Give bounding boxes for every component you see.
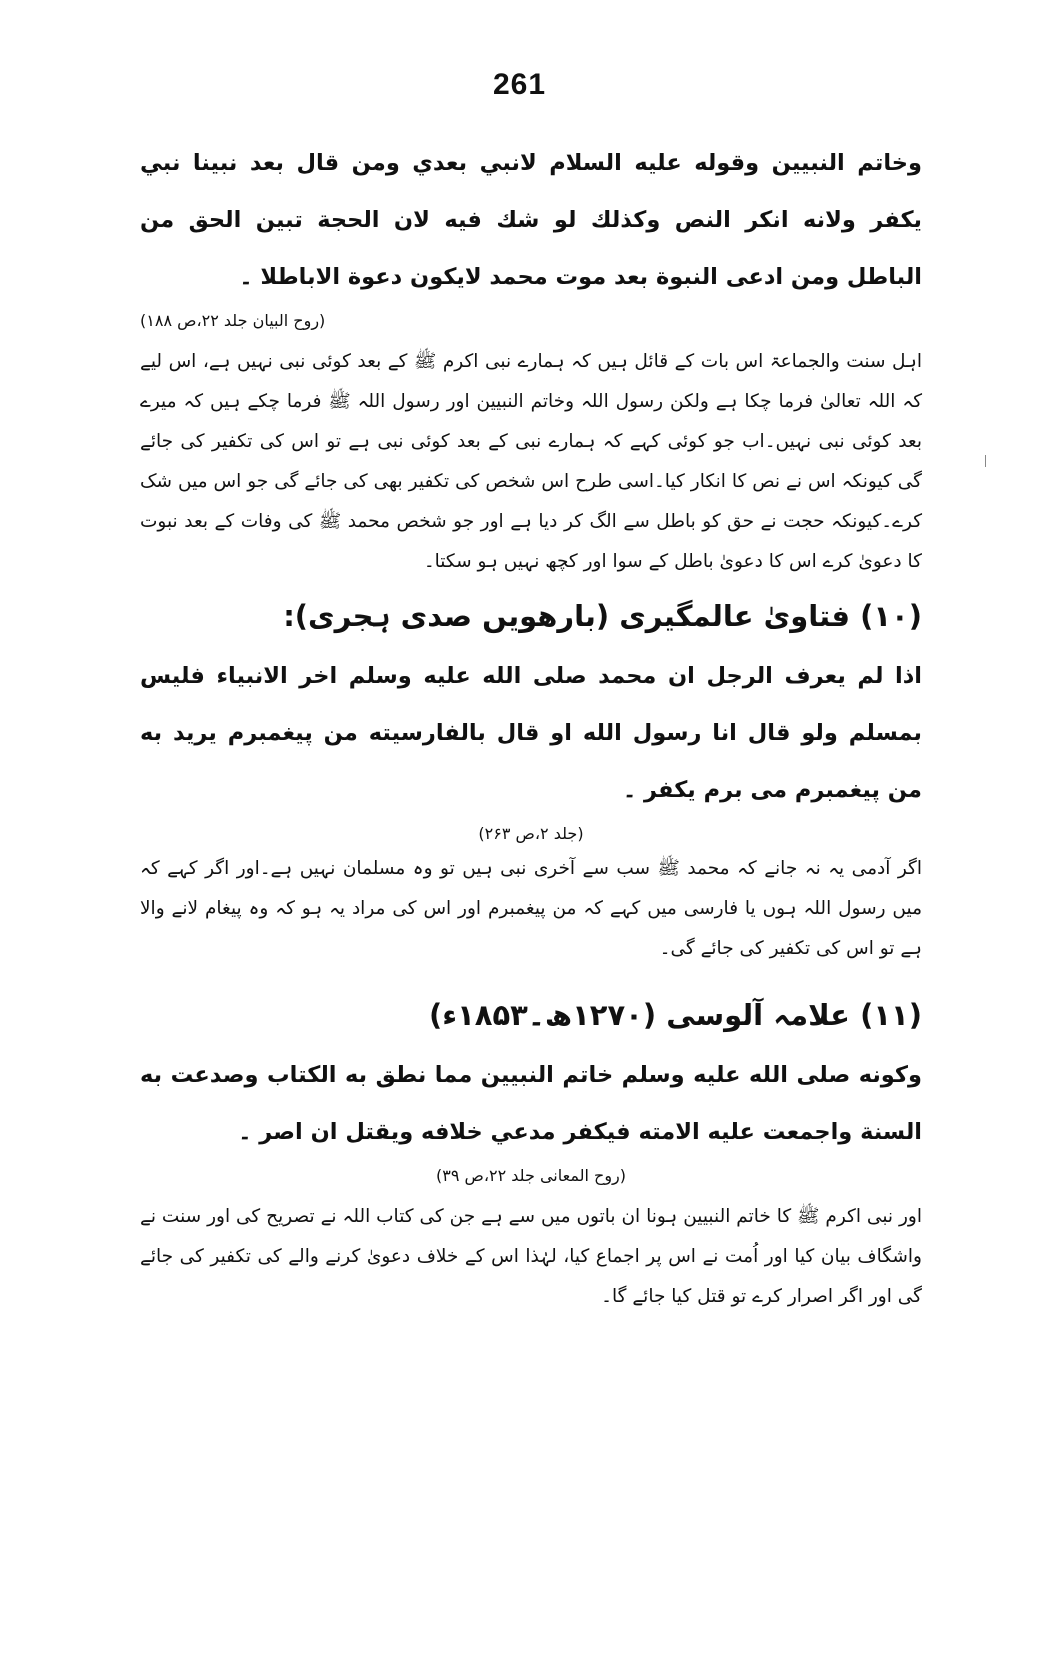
urdu-translation-3: اور نبی اکرم ﷺ کا خاتم النبیین ہونا ان باتوں میں سے ہے جن کی کتاب اللہ نے تصریح کی اور سنت نے واشگاف بیان کیا اور اُمت نے اس پر اجماع کیا، لہٰذا اس کے خلاف دعویٰ کرنے والے کی تکفیر کی جائے گی اور اگر اصرار کرے تو قتل کیا جائے گا۔ xyxy=(140,1206,922,1307)
urdu-translation-2: اگر آدمی یہ نہ جانے کہ محمد ﷺ سب سے آخری نبی ہیں تو وہ مسلمان نہیں ہے۔اور اگر کہے کہ میں رسول اللہ ہوں یا فارسی میں کہے کہ من پیغمبرم اور اس کی مراد یہ ہو کہ وہ پیغام لانے والا ہے تو اس کی تکفیر کی جائے گی۔ xyxy=(140,858,922,959)
section-heading-11: (۱۱) علامہ آلوسی (۱۲۷۰ھ۔۱۸۵۳ء) xyxy=(428,998,922,1032)
urdu-translation-1: اہل سنت والجماعۃ اس بات کے قائل ہیں کہ ہمارے نبی اکرم ﷺ کے بعد کوئی نبی نہیں ہے، اس لیے کہ اللہ تعالیٰ فرما چکا ہے ولکن رسول اللہ وخاتم النبیین اور رسول اللہ ﷺ فرما چکے ہیں کہ میرے بعد کوئی نبی نہیں۔اب جو کوئی کہے کہ ہمارے نبی کے بعد کوئی نبی ہے تو اس کی تکفیر کی جائے گی کیونکہ اس نے نص کا انکار کیا۔اسی طرح اس شخص کی تکفیر بھی کی جائے گی جو اس میں شک کرے۔کیونکہ حجت نے حق کو باطل سے الگ کر دیا ہے اور جو شخص محمد ﷺ کی وفات کے بعد نبوت کا دعویٰ کرے اس کا دعویٰ باطل کے سوا اور کچھ نہیں ہو سکتا۔ xyxy=(140,351,922,572)
page-content xyxy=(140,135,922,1317)
section-heading-10: (۱۰) فتاویٰ عالمگیری (بارھویں صدی ہجری): xyxy=(283,599,922,633)
page-number: 261 xyxy=(492,68,547,101)
arabic-quote-3: وكونه صلى الله عليه وسلم خاتم النبيين مما نطق به الكتاب وصدعت به السنة واجمعت عليه الامته فيكفر مدعي خلافه ويقتل ان اصر ۔ xyxy=(140,1062,922,1145)
arabic-quote-1: وخاتم النبيين وقوله عليه السلام لانبي بعدي ومن قال بعد نبينا نبي يكفر ولانه انكر النص وكذلك لو شك فيه لان الحجة تبين الحق من الباطل ومن ادعى النبوة بعد موت محمد لايكون دعوة الاباطلا ۔ xyxy=(140,150,922,290)
margin-tick-mark xyxy=(985,455,986,467)
reference-2: (جلد ۲،ص ۲۶۳) xyxy=(478,824,584,843)
arabic-quote-2: اذا لم يعرف الرجل ان محمد صلى الله عليه وسلم اخر الانبياء فليس بمسلم ولو قال انا رسول الله او قال بالفارسيته من پيغمبرم يريد به من پيغمبرم مى برم يكفر ۔ xyxy=(140,663,922,803)
reference-3: (روح المعانی جلد ۲۲،ص ۳۹) xyxy=(435,1166,627,1185)
reference-1: (روح البیان جلد ۲۲،ص ۱۸۸) xyxy=(140,311,326,330)
